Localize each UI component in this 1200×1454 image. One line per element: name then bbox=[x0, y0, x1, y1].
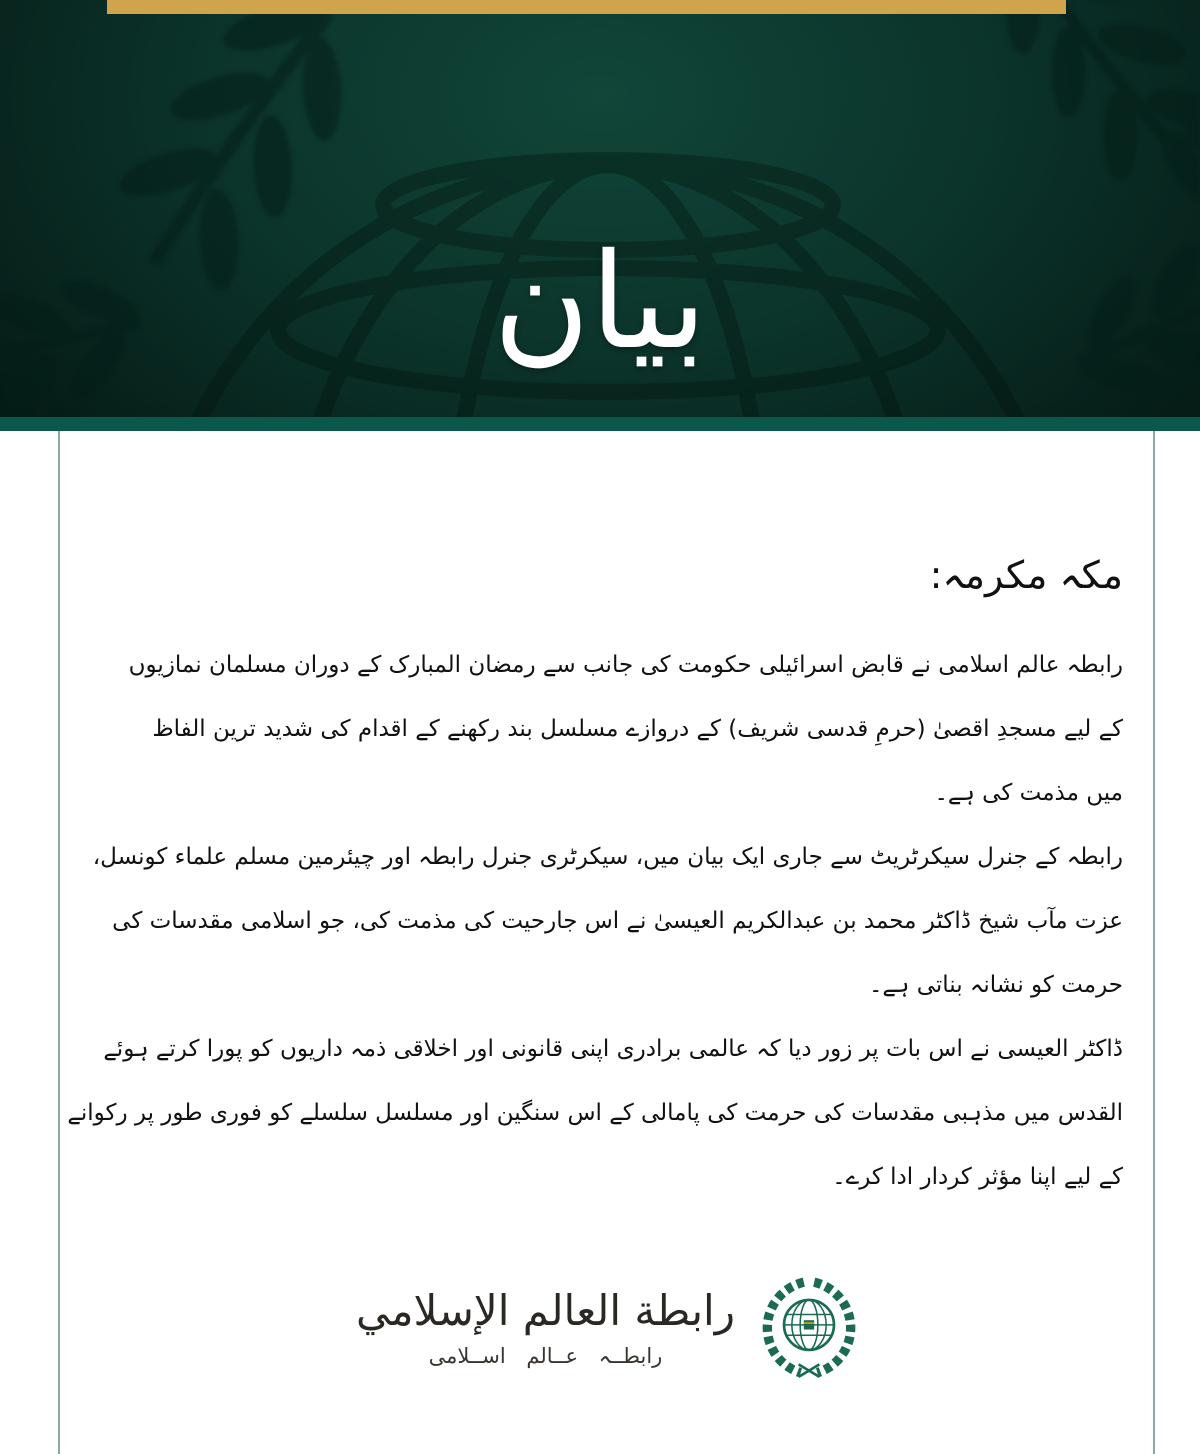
statement-paragraph-1 bbox=[100, 633, 1123, 825]
statement-body bbox=[60, 431, 1153, 1209]
statement-line: حرمت کو نشانہ بناتی ہے۔ bbox=[868, 972, 1123, 998]
statement-line: رابطہ کے جنرل سیکرٹریٹ سے جاری ایک بیان میں، سیکرٹری جنرل رابطہ اور چیئرمین مسلم علماء کونسل، bbox=[92, 844, 1123, 870]
mwl-arabic-calligraphy: رابطة العالم الإسلامي bbox=[356, 1286, 735, 1335]
statement-title: بیان bbox=[493, 225, 707, 379]
mwl-logo bbox=[60, 1276, 1157, 1380]
header-banner bbox=[0, 0, 1200, 431]
statement-line: ڈاکٹر العیسی نے اس بات پر زور دیا کہ عالمی برادری اپنی قانونی اور اخلاقی ذمہ داریوں کو پورا کرتے ہوئے bbox=[103, 1036, 1123, 1062]
statement-paragraph-2 bbox=[92, 825, 1123, 1017]
statement-line: میں مذمت کی ہے۔ bbox=[934, 780, 1123, 806]
globe-icon bbox=[784, 1300, 834, 1350]
statement-line: عزت مآب شیخ ڈاکٹر محمد بن عبدالکریم العیسیٰ نے اس جارحیت کی مذمت کی، جو اسلامی مقدسات کی bbox=[112, 908, 1123, 934]
statement-location-heading: مکہ مکرمہ: bbox=[929, 553, 1123, 597]
statement-paragraph-3 bbox=[67, 1017, 1123, 1209]
mwl-logo-text bbox=[356, 1283, 735, 1373]
statement-line: کے لیے اپنا مؤثر کردار ادا کرے۔ bbox=[832, 1164, 1123, 1190]
statement-line: القدس میں مذہبی مقدسات کی حرمت کی پامالی کے اس سنگین اور مسلسل سلسلے کو فوری طور پر رکوانے bbox=[67, 1100, 1123, 1126]
statement-line: کے لیے مسجدِ اقصیٰ (حرمِ قدسی شریف) کے دروازے مسلسل بند رکھنے کے اقدام کی شدید ترین الفاظ bbox=[152, 716, 1123, 742]
header-teal-strip bbox=[0, 417, 1200, 431]
mwl-emblem-icon bbox=[757, 1276, 861, 1380]
statement-box bbox=[58, 431, 1155, 1454]
gold-accent-bar bbox=[107, 0, 1066, 14]
mwl-urdu-caption: رابطــہ عــالم اســلامی bbox=[428, 1344, 663, 1368]
statement-line: رابطہ عالم اسلامی نے قابض اسرائیلی حکومت کی جانب سے رمضان المبارک کے دوران مسلمان نمازیوں bbox=[128, 652, 1123, 678]
kaaba-icon bbox=[804, 1320, 814, 1329]
